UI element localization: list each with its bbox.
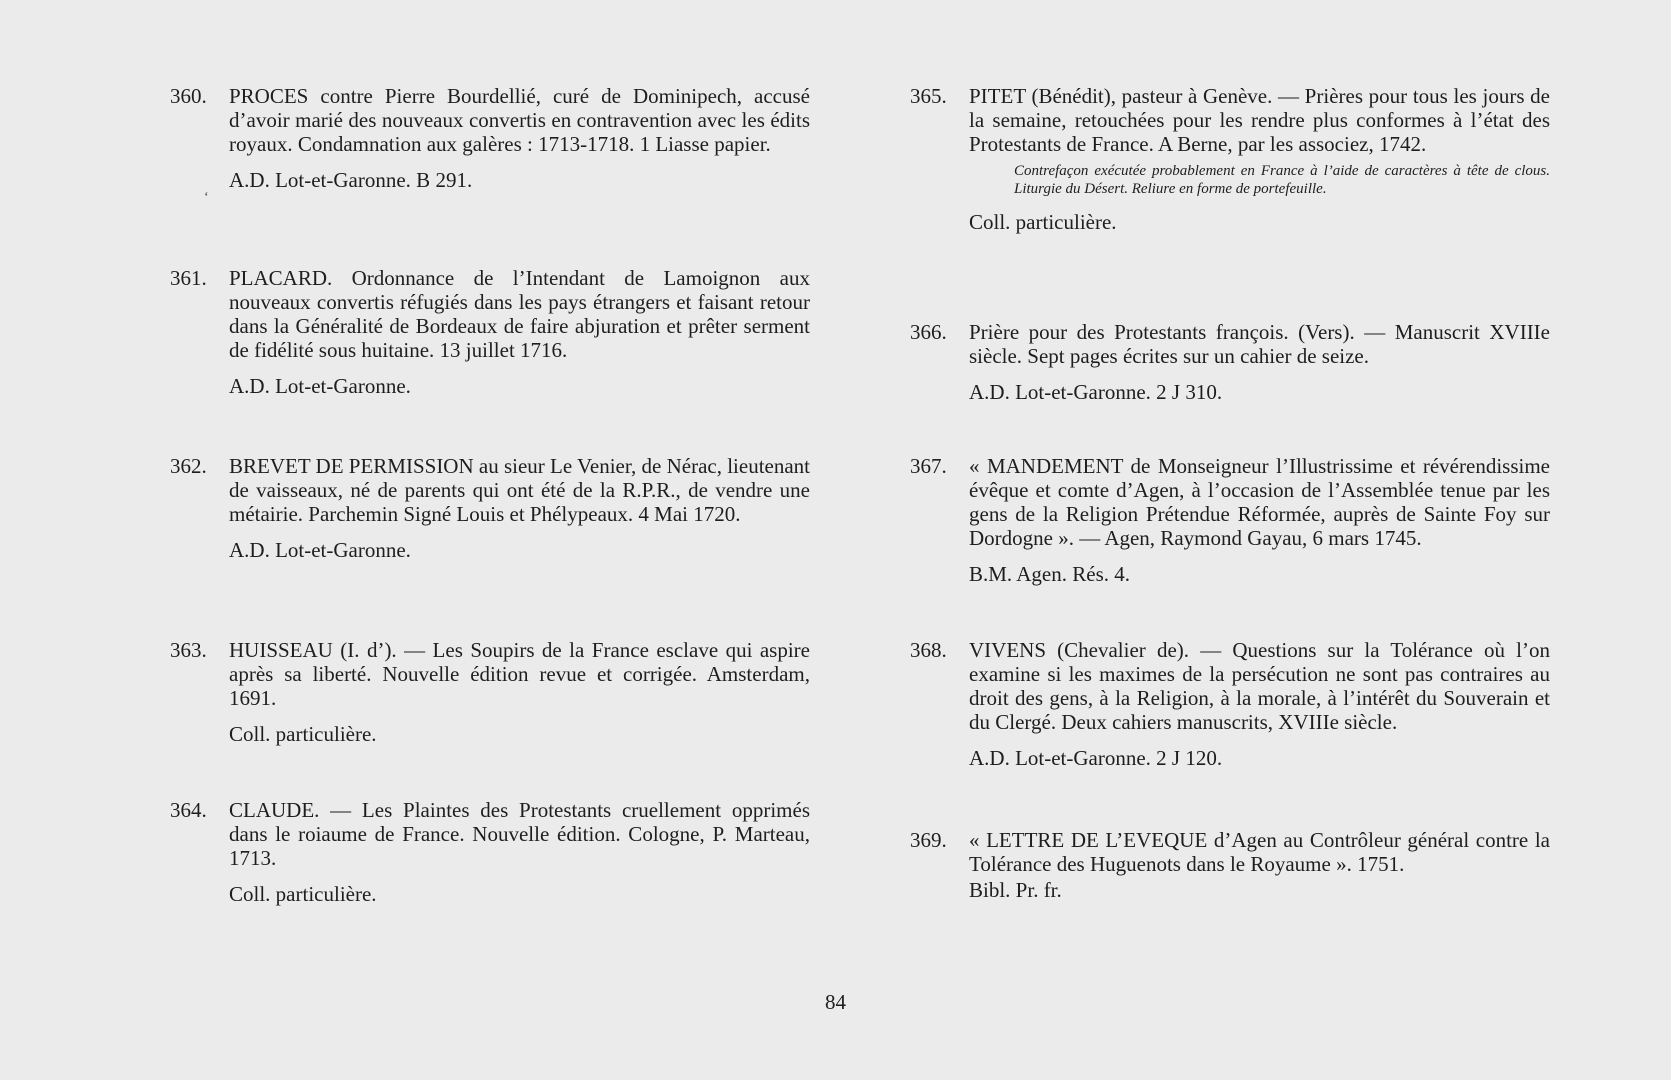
entry-location: A.D. Lot-et-Garonne. — [229, 374, 411, 398]
entry-367 — [910, 454, 1550, 586]
entry-number: 363. — [170, 638, 207, 662]
entry-number: 366. — [910, 320, 947, 344]
entry-number: 367. — [910, 454, 947, 478]
entry-location: A.D. Lot-et-Garonne. 2 J 120. — [969, 746, 1223, 770]
entry-number: 364. — [170, 798, 207, 822]
entry-361 — [170, 266, 810, 398]
entry-location: A.D. Lot-et-Garonne. B 291. — [229, 168, 473, 192]
entry-number: 368. — [910, 638, 947, 662]
entry-location: B.M. Agen. Rés. 4. — [969, 562, 1131, 586]
entry-365 — [910, 84, 1550, 234]
entry-location: Coll. particulière. — [229, 882, 377, 906]
entry-location: Coll. particulière. — [969, 210, 1117, 234]
entry-366 — [910, 320, 1550, 404]
entry-number: 362. — [170, 454, 207, 478]
entry-note: Contrefaçon exécutée probablement en France à l’aide de caractères à tête de clous. Liturgie du Désert. Reliure en forme de portefeuille. — [1014, 163, 1550, 197]
entry-location: Bibl. Pr. fr. — [969, 878, 1062, 902]
entry-location: A.D. Lot-et-Garonne. 2 J 310. — [969, 380, 1223, 404]
entry-description: « MANDEMENT de Monseigneur l’Illustrissime et révérendissime évêque et comte d’Agen, à l’occasion de l’Assemblée tenue par les gens de la Religion Prétendue Réformée, auprès de Sainte Foy sur Dordogne ». — Agen, Raymond Gayau, 6 mars 1745. — [969, 454, 1550, 550]
print-mark: ‘ — [204, 190, 209, 205]
entry-description: HUISSEAU (I. d’). — Les Soupirs de la France esclave qui aspire après sa liberté. Nouvelle édition revue et corrigée. Amsterdam, 1691. — [229, 638, 810, 710]
entry-363 — [170, 638, 810, 746]
entry-location: A.D. Lot-et-Garonne. — [229, 538, 411, 562]
entry-364 — [170, 798, 810, 906]
entry-368 — [910, 638, 1550, 770]
entry-description: BREVET DE PERMISSION au sieur Le Venier, de Nérac, lieutenant de vaisseaux, né de parents qui ont été de la R.P.R., de vendre une métairie. Parchemin Signé Louis et Phélypeaux. 4 Mai 1720. — [229, 454, 811, 526]
entry-location: Coll. particulière. — [229, 722, 377, 746]
entry-number: 360. — [170, 84, 207, 108]
entry-description: VIVENS (Chevalier de). — Questions sur la Tolérance où l’on examine si les maximes de la persécution ne sont pas contraires au droit des gens, à la Religion, à la morale, à l’intérêt du Souverain et du Clergé. Deux cahiers manuscrits, XVIIIe siècle. — [969, 638, 1550, 734]
page-number: 84 — [825, 990, 846, 1014]
entry-description: Prière pour des Protestants françois. (Vers). — Manuscrit XVIIIe siècle. Sept pages écrites sur un cahier de seize. — [969, 320, 1550, 368]
entry-number: 361. — [170, 266, 207, 290]
entry-description: PITET (Bénédit), pasteur à Genève. — Prières pour tous les jours de la semaine, retouchées pour les rendre plus conformes à l’état des Protestants de France. A Berne, par les associez, 1742. — [969, 84, 1550, 156]
entry-description: CLAUDE. — Les Plaintes des Protestants cruellement opprimés dans le roiaume de France. Nouvelle édition. Cologne, P. Marteau, 1713. — [229, 798, 810, 870]
entry-369 — [910, 828, 1550, 902]
entry-description: « LETTRE DE L’EVEQUE d’Agen au Contrôleur général contre la Tolérance des Huguenots dans le Royaume ». 1751. — [969, 828, 1550, 876]
entry-description: PLACARD. Ordonnance de l’Intendant de Lamoignon aux nouveaux convertis réfugiés dans les pays étrangers et faisant retour dans la Généralité de Bordeaux de faire abjuration et prêter serment de fidélité sous huitaine. 13 juillet 1716. — [229, 266, 810, 362]
entry-number: 369. — [910, 828, 947, 852]
entry-360 — [170, 84, 810, 192]
entry-362 — [170, 454, 810, 562]
entry-number: 365. — [910, 84, 947, 108]
entry-description: PROCES contre Pierre Bourdellié, curé de Dominipech, accusé d’avoir marié des nouveaux convertis en contravention avec les édits royaux. Condamnation aux galères : 1713-1718. 1 Liasse papier. — [229, 84, 810, 156]
